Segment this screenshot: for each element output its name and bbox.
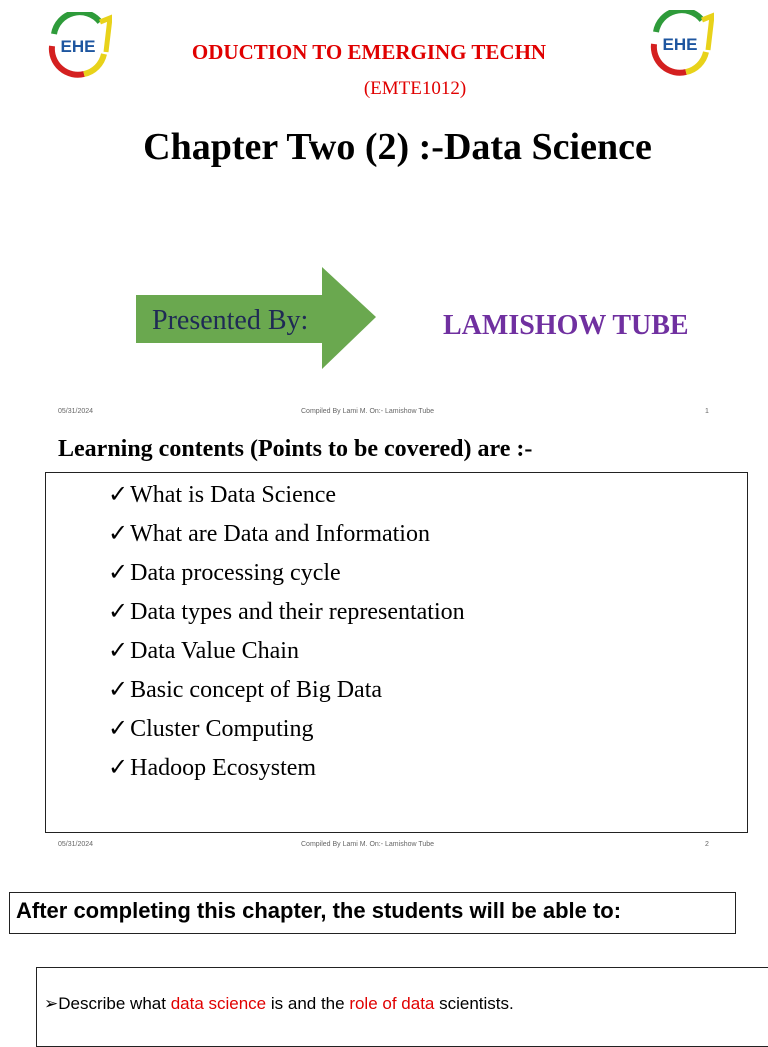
list-item: ✓Data types and their representation bbox=[108, 599, 465, 625]
footer-compiled: Compiled By Lami M. On:- Lamishow Tube bbox=[301, 841, 435, 848]
presented-by-label: Presented By: bbox=[152, 305, 309, 336]
check-icon: ✓ bbox=[108, 638, 129, 664]
footer-compiled: Compiled By Lami M. On:- Lamishow Tube bbox=[301, 408, 435, 415]
list-item: ✓What are Data and Information bbox=[108, 521, 430, 547]
footer-page-number: 2 bbox=[705, 841, 709, 848]
learning-contents-list bbox=[108, 479, 465, 791]
list-item: ✓Cluster Computing bbox=[108, 716, 314, 742]
svg-text:EHE: EHE bbox=[60, 37, 96, 56]
list-item: ✓Data processing cycle bbox=[108, 560, 341, 586]
chapter-title: Chapter Two (2) :-Data Science bbox=[143, 126, 652, 168]
check-icon: ✓ bbox=[108, 560, 129, 586]
university-logo-left bbox=[44, 12, 112, 80]
course-title-banner bbox=[150, 40, 606, 65]
check-icon: ✓ bbox=[108, 677, 129, 703]
presenter-name: LAMISHOW TUBE bbox=[443, 310, 689, 341]
check-icon: ✓ bbox=[108, 716, 129, 742]
university-logo-right bbox=[646, 10, 714, 78]
course-code: (EMTE1012) bbox=[363, 78, 467, 99]
learning-contents-title: Learning contents (Points to be covered) are :- bbox=[58, 436, 533, 462]
list-item: ✓Data Value Chain bbox=[108, 638, 299, 664]
arrow-bullet-icon: ➢ bbox=[44, 994, 59, 1013]
list-item: ✓What is Data Science bbox=[108, 482, 337, 508]
footer-date: 05/31/2024 bbox=[58, 841, 94, 848]
check-icon: ✓ bbox=[108, 521, 129, 547]
check-icon: ✓ bbox=[108, 755, 129, 781]
check-icon: ✓ bbox=[108, 599, 129, 625]
footer-page-number: 1 bbox=[705, 408, 709, 415]
objective-item: ➢Describe what data science is and the role of data scientists. bbox=[44, 994, 514, 1013]
svg-text:EHE: EHE bbox=[662, 35, 698, 54]
list-item: ✓Basic concept of Big Data bbox=[108, 677, 383, 703]
check-icon: ✓ bbox=[108, 482, 129, 508]
list-item: ✓Hadoop Ecosystem bbox=[108, 755, 317, 781]
footer-date: 05/31/2024 bbox=[58, 408, 94, 415]
course-title: ODUCTION TO EMERGING TECHN bbox=[191, 40, 547, 64]
objectives-heading: After completing this chapter, the students will be able to: bbox=[16, 898, 622, 923]
